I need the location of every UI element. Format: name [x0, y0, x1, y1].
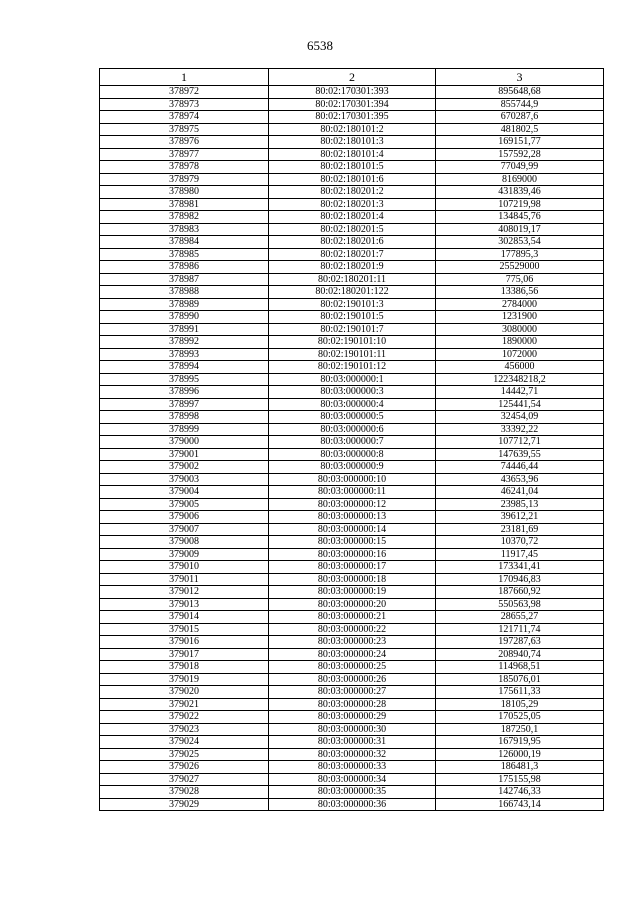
cadastral-number-cell: 80:02:180101:5 — [269, 161, 436, 174]
table-row — [100, 648, 604, 661]
row-number-cell: 378986 — [100, 261, 269, 274]
row-number-cell: 378998 — [100, 411, 269, 424]
cadastral-number-cell: 80:03:000000:30 — [269, 723, 436, 736]
cadastral-number-cell: 80:03:000000:16 — [269, 548, 436, 561]
value-cell: 170525,05 — [436, 711, 604, 724]
row-number-cell: 379023 — [100, 723, 269, 736]
value-cell: 122348218,2 — [436, 373, 604, 386]
row-number-cell: 379002 — [100, 461, 269, 474]
value-cell: 23985,13 — [436, 498, 604, 511]
value-cell: 197287,63 — [436, 636, 604, 649]
value-cell: 169151,77 — [436, 136, 604, 149]
row-number-cell: 378972 — [100, 86, 269, 99]
row-number-cell: 379017 — [100, 648, 269, 661]
value-cell: 107219,98 — [436, 198, 604, 211]
cadastral-number-cell: 80:02:180201:2 — [269, 186, 436, 199]
cadastral-number-cell: 80:03:000000:22 — [269, 623, 436, 636]
row-number-cell: 379013 — [100, 598, 269, 611]
cadastral-number-cell: 80:02:180201:7 — [269, 248, 436, 261]
row-number-cell: 378983 — [100, 223, 269, 236]
value-cell: 13386,56 — [436, 286, 604, 299]
row-number-cell: 378984 — [100, 236, 269, 249]
row-number-cell: 379026 — [100, 761, 269, 774]
table-row — [100, 761, 604, 774]
row-number-cell: 378974 — [100, 111, 269, 124]
value-cell: 23181,69 — [436, 523, 604, 536]
row-number-cell: 379007 — [100, 523, 269, 536]
cadastral-number-cell: 80:02:180201:5 — [269, 223, 436, 236]
table-row — [100, 248, 604, 261]
value-cell: 14442,71 — [436, 386, 604, 399]
value-cell: 208940,74 — [436, 648, 604, 661]
table-row — [100, 273, 604, 286]
value-cell: 157592,28 — [436, 148, 604, 161]
value-cell: 167919,95 — [436, 736, 604, 749]
table-row — [100, 473, 604, 486]
value-cell: 134845,76 — [436, 211, 604, 224]
cadastral-number-cell: 80:03:000000:21 — [269, 611, 436, 624]
cadastral-number-cell: 80:02:180201:11 — [269, 273, 436, 286]
value-cell: 1231900 — [436, 311, 604, 324]
cadastral-number-cell: 80:02:180201:4 — [269, 211, 436, 224]
cadastral-number-cell: 80:03:000000:12 — [269, 498, 436, 511]
page-number: 6538 — [307, 38, 333, 53]
cadastral-number-cell: 80:02:180101:2 — [269, 123, 436, 136]
table-row — [100, 661, 604, 674]
value-cell: 185076,01 — [436, 673, 604, 686]
table-row — [100, 111, 604, 124]
table-row — [100, 536, 604, 549]
cadastral-number-cell: 80:03:000000:11 — [269, 486, 436, 499]
value-cell: 173341,41 — [436, 561, 604, 574]
value-cell: 1890000 — [436, 336, 604, 349]
row-number-cell: 378988 — [100, 286, 269, 299]
table-row — [100, 486, 604, 499]
cadastral-number-cell: 80:02:190101:3 — [269, 298, 436, 311]
row-number-cell: 379004 — [100, 486, 269, 499]
value-cell: 2784000 — [436, 298, 604, 311]
cadastral-number-cell: 80:03:000000:36 — [269, 798, 436, 811]
cadastral-number-cell: 80:02:180201:122 — [269, 286, 436, 299]
row-number-cell: 379021 — [100, 698, 269, 711]
value-cell: 43653,96 — [436, 473, 604, 486]
value-cell: 8169000 — [436, 173, 604, 186]
value-cell: 1072000 — [436, 348, 604, 361]
table-row — [100, 186, 604, 199]
cadastral-number-cell: 80:02:180101:4 — [269, 148, 436, 161]
table-row — [100, 436, 604, 449]
table-row — [100, 336, 604, 349]
row-number-cell: 378979 — [100, 173, 269, 186]
table-row — [100, 286, 604, 299]
table-row — [100, 423, 604, 436]
cadastral-number-cell: 80:03:000000:6 — [269, 423, 436, 436]
table-row — [100, 623, 604, 636]
value-cell: 775,06 — [436, 273, 604, 286]
row-number-cell: 379003 — [100, 473, 269, 486]
cadastral-number-cell: 80:03:000000:3 — [269, 386, 436, 399]
row-number-cell: 378980 — [100, 186, 269, 199]
value-cell: 33392,22 — [436, 423, 604, 436]
value-cell: 186481,3 — [436, 761, 604, 774]
table-row — [100, 636, 604, 649]
cadastral-number-cell: 80:03:000000:17 — [269, 561, 436, 574]
cadastral-number-cell: 80:03:000000:35 — [269, 786, 436, 799]
cadastral-number-cell: 80:03:000000:25 — [269, 661, 436, 674]
table-row — [100, 123, 604, 136]
value-cell: 3080000 — [436, 323, 604, 336]
data-table — [99, 68, 604, 811]
table-row — [100, 798, 604, 811]
table-row — [100, 398, 604, 411]
cadastral-number-cell: 80:02:190101:11 — [269, 348, 436, 361]
table-row — [100, 573, 604, 586]
cadastral-number-cell: 80:03:000000:1 — [269, 373, 436, 386]
column-header-3: 3 — [436, 69, 604, 86]
table-row — [100, 211, 604, 224]
value-cell: 114968,51 — [436, 661, 604, 674]
cadastral-number-cell: 80:03:000000:27 — [269, 686, 436, 699]
table-row — [100, 673, 604, 686]
cadastral-number-cell: 80:02:180201:3 — [269, 198, 436, 211]
value-cell: 550563,98 — [436, 598, 604, 611]
row-number-cell: 379019 — [100, 673, 269, 686]
cadastral-number-cell: 80:03:000000:34 — [269, 773, 436, 786]
row-number-cell: 379012 — [100, 586, 269, 599]
cadastral-number-cell: 80:02:170301:395 — [269, 111, 436, 124]
table-row — [100, 461, 604, 474]
row-number-cell: 378985 — [100, 248, 269, 261]
value-cell: 126000,19 — [436, 748, 604, 761]
table-row — [100, 511, 604, 524]
row-number-cell: 379022 — [100, 711, 269, 724]
cadastral-number-cell: 80:03:000000:26 — [269, 673, 436, 686]
table-row — [100, 736, 604, 749]
row-number-cell: 379016 — [100, 636, 269, 649]
row-number-cell: 379006 — [100, 511, 269, 524]
column-header-2: 2 — [269, 69, 436, 86]
row-number-cell: 378982 — [100, 211, 269, 224]
value-cell: 408019,17 — [436, 223, 604, 236]
value-cell: 142746,33 — [436, 786, 604, 799]
cadastral-number-cell: 80:03:000000:29 — [269, 711, 436, 724]
value-cell: 177895,3 — [436, 248, 604, 261]
value-cell: 28655,27 — [436, 611, 604, 624]
table-row — [100, 711, 604, 724]
row-number-cell: 378973 — [100, 98, 269, 111]
row-number-cell: 378975 — [100, 123, 269, 136]
table-row — [100, 86, 604, 99]
table-row — [100, 298, 604, 311]
cadastral-number-cell: 80:02:180201:9 — [269, 261, 436, 274]
row-number-cell: 378995 — [100, 373, 269, 386]
row-number-cell: 379015 — [100, 623, 269, 636]
row-number-cell: 378987 — [100, 273, 269, 286]
table-row — [100, 698, 604, 711]
cadastral-number-cell: 80:03:000000:33 — [269, 761, 436, 774]
table-header-row — [100, 69, 604, 86]
cadastral-number-cell: 80:02:190101:10 — [269, 336, 436, 349]
value-cell: 121711,74 — [436, 623, 604, 636]
table-row — [100, 748, 604, 761]
table-row — [100, 373, 604, 386]
row-number-cell: 378996 — [100, 386, 269, 399]
row-number-cell: 378978 — [100, 161, 269, 174]
row-number-cell: 378993 — [100, 348, 269, 361]
table-row — [100, 148, 604, 161]
cadastral-number-cell: 80:03:000000:19 — [269, 586, 436, 599]
row-number-cell: 379005 — [100, 498, 269, 511]
value-cell: 74446,44 — [436, 461, 604, 474]
table-row — [100, 161, 604, 174]
table-row — [100, 598, 604, 611]
row-number-cell: 378981 — [100, 198, 269, 211]
value-cell: 32454,09 — [436, 411, 604, 424]
row-number-cell: 379008 — [100, 536, 269, 549]
row-number-cell: 379001 — [100, 448, 269, 461]
cadastral-number-cell: 80:03:000000:10 — [269, 473, 436, 486]
cadastral-number-cell: 80:02:180201:6 — [269, 236, 436, 249]
row-number-cell: 378999 — [100, 423, 269, 436]
table-row — [100, 548, 604, 561]
table-row — [100, 586, 604, 599]
cadastral-number-cell: 80:03:000000:24 — [269, 648, 436, 661]
value-cell: 175155,98 — [436, 773, 604, 786]
cadastral-number-cell: 80:03:000000:31 — [269, 736, 436, 749]
cadastral-number-cell: 80:03:000000:5 — [269, 411, 436, 424]
cadastral-number-cell: 80:03:000000:18 — [269, 573, 436, 586]
row-number-cell: 378994 — [100, 361, 269, 374]
table-row — [100, 236, 604, 249]
cadastral-number-cell: 80:02:170301:394 — [269, 98, 436, 111]
table-row — [100, 686, 604, 699]
cadastral-number-cell: 80:03:000000:4 — [269, 398, 436, 411]
row-number-cell: 379020 — [100, 686, 269, 699]
cadastral-number-cell: 80:03:000000:14 — [269, 523, 436, 536]
value-cell: 456000 — [436, 361, 604, 374]
row-number-cell: 379011 — [100, 573, 269, 586]
value-cell: 481802,5 — [436, 123, 604, 136]
row-number-cell: 379018 — [100, 661, 269, 674]
table-row — [100, 348, 604, 361]
value-cell: 166743,14 — [436, 798, 604, 811]
table-row — [100, 561, 604, 574]
value-cell: 18105,29 — [436, 698, 604, 711]
row-number-cell: 379029 — [100, 798, 269, 811]
cadastral-number-cell: 80:03:000000:20 — [269, 598, 436, 611]
table-row — [100, 361, 604, 374]
table-row — [100, 323, 604, 336]
row-number-cell: 379025 — [100, 748, 269, 761]
row-number-cell: 379027 — [100, 773, 269, 786]
table-row — [100, 611, 604, 624]
value-cell: 895648,68 — [436, 86, 604, 99]
cadastral-number-cell: 80:02:190101:12 — [269, 361, 436, 374]
row-number-cell: 378997 — [100, 398, 269, 411]
value-cell: 107712,71 — [436, 436, 604, 449]
table-row — [100, 448, 604, 461]
value-cell: 302853,54 — [436, 236, 604, 249]
value-cell: 77049,99 — [436, 161, 604, 174]
table-row — [100, 386, 604, 399]
table-row — [100, 523, 604, 536]
value-cell: 187250,1 — [436, 723, 604, 736]
table-row — [100, 311, 604, 324]
row-number-cell: 379024 — [100, 736, 269, 749]
row-number-cell: 378991 — [100, 323, 269, 336]
cadastral-number-cell: 80:03:000000:32 — [269, 748, 436, 761]
value-cell: 175611,33 — [436, 686, 604, 699]
value-cell: 170946,83 — [436, 573, 604, 586]
cadastral-number-cell: 80:02:190101:5 — [269, 311, 436, 324]
cadastral-number-cell: 80:03:000000:13 — [269, 511, 436, 524]
row-number-cell: 379000 — [100, 436, 269, 449]
table-row — [100, 98, 604, 111]
value-cell: 187660,92 — [436, 586, 604, 599]
value-cell: 39612,21 — [436, 511, 604, 524]
row-number-cell: 378992 — [100, 336, 269, 349]
table-row — [100, 498, 604, 511]
value-cell: 46241,04 — [436, 486, 604, 499]
row-number-cell: 379014 — [100, 611, 269, 624]
row-number-cell: 379009 — [100, 548, 269, 561]
cadastral-number-cell: 80:02:170301:393 — [269, 86, 436, 99]
value-cell: 11917,45 — [436, 548, 604, 561]
cadastral-number-cell: 80:03:000000:23 — [269, 636, 436, 649]
value-cell: 431839,46 — [436, 186, 604, 199]
cadastral-number-cell: 80:03:000000:9 — [269, 461, 436, 474]
row-number-cell: 378976 — [100, 136, 269, 149]
value-cell: 147639,55 — [436, 448, 604, 461]
value-cell: 125441,54 — [436, 398, 604, 411]
value-cell: 25529000 — [436, 261, 604, 274]
cadastral-number-cell: 80:03:000000:7 — [269, 436, 436, 449]
table-row — [100, 198, 604, 211]
row-number-cell: 378989 — [100, 298, 269, 311]
table-body — [100, 86, 604, 811]
cadastral-number-cell: 80:02:180101:3 — [269, 136, 436, 149]
table-row — [100, 136, 604, 149]
table-row — [100, 723, 604, 736]
table-row — [100, 786, 604, 799]
row-number-cell: 378990 — [100, 311, 269, 324]
cadastral-number-cell: 80:03:000000:8 — [269, 448, 436, 461]
column-header-1: 1 — [100, 69, 269, 86]
cadastral-number-cell: 80:03:000000:15 — [269, 536, 436, 549]
cadastral-number-cell: 80:02:190101:7 — [269, 323, 436, 336]
table-row — [100, 173, 604, 186]
value-cell: 670287,6 — [436, 111, 604, 124]
row-number-cell: 378977 — [100, 148, 269, 161]
row-number-cell: 379028 — [100, 786, 269, 799]
table-row — [100, 411, 604, 424]
table-row — [100, 223, 604, 236]
cadastral-number-cell: 80:03:000000:28 — [269, 698, 436, 711]
cadastral-number-cell: 80:02:180101:6 — [269, 173, 436, 186]
value-cell: 855744,9 — [436, 98, 604, 111]
table-row — [100, 261, 604, 274]
table-row — [100, 773, 604, 786]
row-number-cell: 379010 — [100, 561, 269, 574]
value-cell: 10370,72 — [436, 536, 604, 549]
